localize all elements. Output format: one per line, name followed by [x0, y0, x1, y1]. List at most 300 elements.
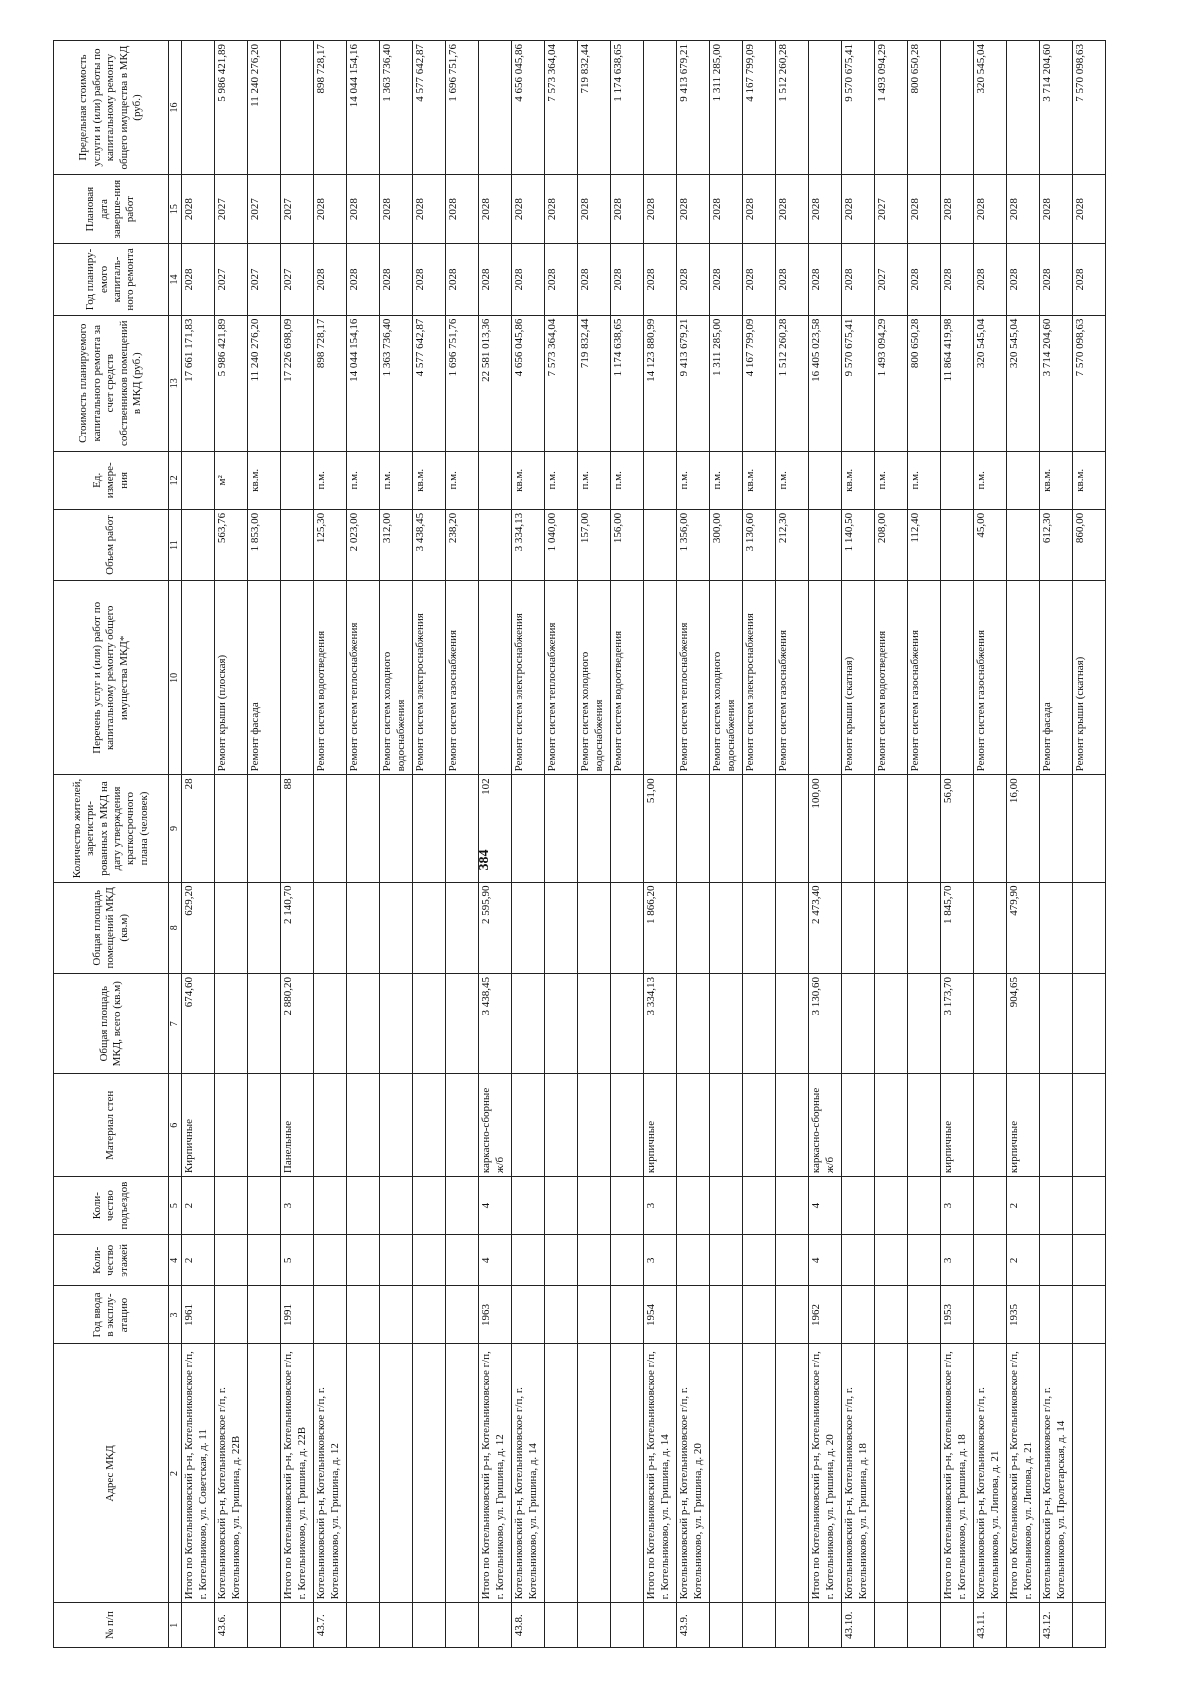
table-cell	[710, 1235, 743, 1286]
table-cell: Итого по Котельниковский р-н, Котельниковское г/п, г. Котельниково, ул. Липова, д. 21	[1007, 1344, 1040, 1603]
table-cell	[875, 974, 908, 1074]
table-cell	[941, 451, 974, 509]
table-cell	[809, 581, 842, 775]
table-cell	[512, 1177, 545, 1235]
table-cell: 125,30	[314, 509, 347, 580]
subtotal-row	[281, 41, 314, 1648]
table-cell: п.м.	[710, 451, 743, 509]
column-number: 6	[169, 1074, 182, 1177]
table-cell: 45,00	[974, 509, 1007, 580]
table-cell	[413, 882, 446, 974]
table-cell: 1 512 260,28	[776, 41, 809, 175]
table-cell: 2028	[974, 244, 1007, 315]
table-cell	[644, 41, 677, 175]
table-row	[1073, 41, 1106, 1648]
table-cell: 4 656 045,86	[512, 41, 545, 175]
table-cell: 898 728,17	[314, 41, 347, 175]
table-cell	[446, 1177, 479, 1235]
table-cell: 904,65	[1007, 974, 1040, 1074]
table-cell	[314, 882, 347, 974]
table-cell: 9 570 675,41	[842, 41, 875, 175]
table-cell	[743, 1235, 776, 1286]
table-cell: 2028	[578, 244, 611, 315]
table-cell: 2028	[974, 175, 1007, 244]
table-cell: 9 570 675,41	[842, 315, 875, 451]
table-cell: 9 413 679,21	[677, 315, 710, 451]
table-cell	[677, 1235, 710, 1286]
table-cell: Котельниковский р-н, Котельниковское г/п, г. Котельниково, ул. Гришина, д. 20	[677, 1344, 710, 1603]
table-cell	[413, 1603, 446, 1648]
table-cell	[446, 1074, 479, 1177]
table-cell	[644, 581, 677, 775]
table-cell	[677, 1177, 710, 1235]
table-cell: Котельниковский р-н, Котельниковское г/п, г. Котельниково, ул. Липова, д. 21	[974, 1344, 1007, 1603]
table-cell	[611, 1344, 644, 1603]
column-number: 1	[169, 1603, 182, 1648]
table-cell	[248, 775, 281, 882]
table-cell: кв.м.	[1073, 451, 1106, 509]
table-cell	[446, 1344, 479, 1603]
table-cell	[611, 1286, 644, 1344]
table-cell: Ремонт систем теплоснабжения	[677, 581, 710, 775]
table-cell	[974, 1074, 1007, 1177]
table-cell: 1954	[644, 1286, 677, 1344]
table-cell: 4 577 642,87	[413, 41, 446, 175]
table-cell: 898 728,17	[314, 315, 347, 451]
table-cell: 4 167 799,09	[743, 41, 776, 175]
table-cell	[974, 974, 1007, 1074]
table-cell: 2027	[875, 175, 908, 244]
header-cell: Количество жителей, зарегистри-рованных в МКД на дату утверждения краткосрочного плана (человек)	[54, 775, 169, 882]
table-cell: 43.8.	[512, 1603, 545, 1648]
table-row	[578, 41, 611, 1648]
table-cell	[578, 1235, 611, 1286]
table-cell	[743, 1344, 776, 1603]
table-cell	[578, 1177, 611, 1235]
table-cell: Котельниковский р-н, Котельниковское г/п, г. Котельниково, ул. Гришина, д. 18	[842, 1344, 875, 1603]
table-cell: 2028	[677, 244, 710, 315]
table-cell	[710, 775, 743, 882]
table-cell	[545, 1074, 578, 1177]
table-cell: 43.11.	[974, 1603, 1007, 1648]
table-cell	[1073, 1177, 1106, 1235]
table-cell: 22 581 013,36	[479, 315, 512, 451]
table-row	[908, 41, 941, 1648]
table-cell	[1040, 974, 1073, 1074]
table-cell: 2028	[743, 175, 776, 244]
rotated-page	[53, 40, 1195, 1648]
table-cell	[842, 974, 875, 1074]
table-cell: 1 040,00	[545, 509, 578, 580]
table-cell	[248, 1344, 281, 1603]
header-cell: Стоимость планируемого капитального ремонта за счет средств собственников помещений в МКД (руб.)	[54, 315, 169, 451]
table-cell	[413, 1177, 446, 1235]
table-cell: Ремонт крыши (плоская)	[215, 581, 248, 775]
table-cell: 100,00	[809, 775, 842, 882]
table-cell	[776, 882, 809, 974]
table-cell	[446, 1603, 479, 1648]
table-cell	[743, 775, 776, 882]
table-cell: кв.м.	[743, 451, 776, 509]
table-cell: Панельные	[281, 1074, 314, 1177]
table-cell: 3 130,60	[743, 509, 776, 580]
table-cell	[380, 974, 413, 1074]
subtotal-row	[1007, 41, 1040, 1648]
table-cell: 2028	[776, 244, 809, 315]
table-cell	[710, 1286, 743, 1344]
table-cell: 14 044 154,16	[347, 315, 380, 451]
table-cell	[545, 1603, 578, 1648]
table-cell	[974, 1177, 1007, 1235]
subtotal-row	[644, 41, 677, 1648]
table-cell	[875, 1235, 908, 1286]
table-cell: 479,90	[1007, 882, 1040, 974]
header-cell: Коли-чество подъездов	[54, 1177, 169, 1235]
table-cell	[446, 1286, 479, 1344]
table-cell: 320 545,04	[1007, 315, 1040, 451]
table-cell: 2028	[446, 244, 479, 315]
table-cell	[1040, 1074, 1073, 1177]
table-cell: 2028	[1040, 175, 1073, 244]
table-cell: 51,00	[644, 775, 677, 882]
table-cell	[479, 1603, 512, 1648]
column-number: 5	[169, 1177, 182, 1235]
table-cell: 2027	[875, 244, 908, 315]
table-cell: п.м.	[446, 451, 479, 509]
header-cell: Предельная стоимость услуги и (или) работы по капитальному ремонту общего имущества в МКД (руб.)	[54, 41, 169, 175]
table-cell	[1073, 1344, 1106, 1603]
table-cell: 1 696 751,76	[446, 315, 479, 451]
table-cell: Итого по Котельниковский р-н, Котельниковское г/п, г. Котельниково, ул. Советская, д. 11	[182, 1344, 215, 1603]
table-cell	[1073, 1286, 1106, 1344]
table-cell	[413, 1286, 446, 1344]
column-number: 10	[169, 581, 182, 775]
table-cell	[1007, 1603, 1040, 1648]
table-cell	[908, 1603, 941, 1648]
table-cell: 1 696 751,76	[446, 41, 479, 175]
table-cell	[1040, 1177, 1073, 1235]
table-cell	[1007, 581, 1040, 775]
table-cell: 3 714 204,60	[1040, 315, 1073, 451]
table-cell: 2028	[611, 244, 644, 315]
table-cell	[1007, 509, 1040, 580]
table-cell: п.м.	[545, 451, 578, 509]
table-cell	[578, 1074, 611, 1177]
table-cell	[479, 451, 512, 509]
table-cell: 1 356,00	[677, 509, 710, 580]
table-cell	[215, 974, 248, 1074]
table-cell: кв.м.	[248, 451, 281, 509]
table-cell: Ремонт систем холодного водоснабжения	[578, 581, 611, 775]
table-cell: кв.м.	[413, 451, 446, 509]
table-cell	[512, 1286, 545, 1344]
table-cell	[644, 1603, 677, 1648]
table-cell: Ремонт систем электроснабжения	[413, 581, 446, 775]
table-cell	[743, 974, 776, 1074]
table-cell	[182, 1603, 215, 1648]
table-cell: 1953	[941, 1286, 974, 1344]
table-cell: 2028	[512, 244, 545, 315]
table-cell: 2027	[281, 175, 314, 244]
table-cell: 3	[941, 1235, 974, 1286]
table-cell: 28	[182, 775, 215, 882]
column-number: 9	[169, 775, 182, 882]
table-cell: 2027	[281, 244, 314, 315]
table-cell	[842, 1074, 875, 1177]
table-cell	[875, 882, 908, 974]
table-cell	[776, 1344, 809, 1603]
table-cell	[512, 775, 545, 882]
table-cell: 2028	[677, 175, 710, 244]
table-cell	[875, 1286, 908, 1344]
table-cell	[974, 1286, 1007, 1344]
table-cell: кирпичные	[644, 1074, 677, 1177]
table-cell: 7 570 098,63	[1073, 315, 1106, 451]
table-cell: 112,40	[908, 509, 941, 580]
table-cell: 2028	[1007, 175, 1040, 244]
table-cell: п.м.	[908, 451, 941, 509]
table-cell: 3	[941, 1177, 974, 1235]
table-cell: 88	[281, 775, 314, 882]
table-cell: 2028	[578, 175, 611, 244]
table-cell	[248, 1286, 281, 1344]
table-cell	[611, 1235, 644, 1286]
table-cell: Ремонт фасада	[248, 581, 281, 775]
table-cell	[347, 882, 380, 974]
table-cell	[875, 1344, 908, 1603]
table-cell	[1073, 974, 1106, 1074]
table-cell: кв.м.	[512, 451, 545, 509]
table-cell	[545, 1286, 578, 1344]
table-cell: п.м.	[380, 451, 413, 509]
table-cell: 2028	[842, 175, 875, 244]
table-cell: Итого по Котельниковский р-н, Котельниковское г/п, г. Котельниково, ул. Гришина, д. 12	[479, 1344, 512, 1603]
table-cell: 3	[644, 1177, 677, 1235]
table-row	[875, 41, 908, 1648]
table-cell: кв.м.	[842, 451, 875, 509]
table-cell: п.м.	[347, 451, 380, 509]
table-cell	[1040, 1286, 1073, 1344]
table-cell	[215, 775, 248, 882]
table-cell	[710, 1603, 743, 1648]
table-body	[182, 41, 1106, 1648]
table-cell: 238,20	[446, 509, 479, 580]
table-cell: Итого по Котельниковский р-н, Котельниковское г/п, г. Котельниково, ул. Гришина, д. 14	[644, 1344, 677, 1603]
table-cell: кирпичные	[1007, 1074, 1040, 1177]
table-cell: 1963	[479, 1286, 512, 1344]
table-row	[710, 41, 743, 1648]
column-number: 8	[169, 882, 182, 974]
table-cell	[908, 775, 941, 882]
table-cell	[215, 1235, 248, 1286]
table-cell	[479, 581, 512, 775]
table-cell: 7 570 098,63	[1073, 41, 1106, 175]
table-cell: 3 334,13	[644, 974, 677, 1074]
table-cell: 2027	[215, 244, 248, 315]
table-cell: Ремонт систем электроснабжения	[743, 581, 776, 775]
table-cell	[512, 882, 545, 974]
table-cell: 4	[479, 1177, 512, 1235]
table-cell: 43.7.	[314, 1603, 347, 1648]
table-cell: 2028	[710, 175, 743, 244]
table-cell	[776, 974, 809, 1074]
table-cell	[347, 1235, 380, 1286]
table-cell	[941, 581, 974, 775]
table-cell: п.м.	[611, 451, 644, 509]
column-number: 16	[169, 41, 182, 175]
table-cell: Ремонт систем водоотведения	[611, 581, 644, 775]
table-cell: 4 656 045,86	[512, 315, 545, 451]
table-cell: Ремонт систем водоотведения	[314, 581, 347, 775]
header-row	[54, 41, 169, 1648]
table-cell: кв.м.	[1040, 451, 1073, 509]
table-cell: 43.10.	[842, 1603, 875, 1648]
table-cell	[182, 41, 215, 175]
table-cell	[1073, 1603, 1106, 1648]
table-cell: Ремонт систем водоотведения	[875, 581, 908, 775]
table-cell: 2028	[479, 175, 512, 244]
table-cell: 2028	[347, 175, 380, 244]
table-cell: 563,76	[215, 509, 248, 580]
table-cell: Ремонт систем холодного водоснабжения	[710, 581, 743, 775]
table-cell: 4 167 799,09	[743, 315, 776, 451]
table-cell	[314, 974, 347, 1074]
header-cell: Материал стен	[54, 1074, 169, 1177]
table-cell: Ремонт крыши (скатная)	[842, 581, 875, 775]
table-cell: 2028	[545, 244, 578, 315]
table-cell: Ремонт систем теплоснабжения	[347, 581, 380, 775]
table-cell	[710, 1074, 743, 1177]
column-number: 11	[169, 509, 182, 580]
table-cell: 2027	[248, 244, 281, 315]
table-cell: 1961	[182, 1286, 215, 1344]
table-cell: 208,00	[875, 509, 908, 580]
table-cell: 2 595,90	[479, 882, 512, 974]
table-cell: 1 853,00	[248, 509, 281, 580]
table-cell: 14 123 880,99	[644, 315, 677, 451]
table-cell	[347, 775, 380, 882]
table-cell: 1 311 285,00	[710, 315, 743, 451]
table-cell	[479, 41, 512, 175]
table-cell	[908, 1235, 941, 1286]
table-cell	[644, 451, 677, 509]
table-cell: 11 240 276,20	[248, 315, 281, 451]
table-cell	[776, 1235, 809, 1286]
table-cell	[380, 1603, 413, 1648]
table-cell: Ремонт фасада	[1040, 581, 1073, 775]
table-cell: 629,20	[182, 882, 215, 974]
table-cell	[875, 1603, 908, 1648]
table-cell: 800 650,28	[908, 315, 941, 451]
table-cell: 102	[479, 775, 512, 882]
table-cell	[677, 775, 710, 882]
table-cell	[281, 581, 314, 775]
table-cell	[974, 1235, 1007, 1286]
table-cell: 719 832,44	[578, 315, 611, 451]
table-cell: 2028	[611, 175, 644, 244]
table-cell: 2028	[644, 244, 677, 315]
table-cell	[974, 775, 1007, 882]
table-cell: 1 845,70	[941, 882, 974, 974]
table-cell: 2028	[512, 175, 545, 244]
table-cell	[611, 882, 644, 974]
table-cell: 312,00	[380, 509, 413, 580]
table-cell	[908, 1344, 941, 1603]
table-cell: п.м.	[314, 451, 347, 509]
table-cell	[182, 509, 215, 580]
table-cell	[611, 1177, 644, 1235]
table-cell	[248, 1177, 281, 1235]
table-cell: 43.6.	[215, 1603, 248, 1648]
table-cell: 3	[644, 1235, 677, 1286]
table-cell: 2028	[1040, 244, 1073, 315]
table-row	[611, 41, 644, 1648]
table-cell: каркасно-сборные ж/б	[809, 1074, 842, 1177]
table-cell: 2028	[842, 244, 875, 315]
table-cell: 2028	[182, 244, 215, 315]
table-cell	[941, 509, 974, 580]
table-cell: 1 140,50	[842, 509, 875, 580]
column-number: 2	[169, 1344, 182, 1603]
table-cell: 2	[182, 1177, 215, 1235]
table-cell: Ремонт систем холодного водоснабжения	[380, 581, 413, 775]
table-row	[446, 41, 479, 1648]
table-cell	[743, 882, 776, 974]
table-cell	[314, 1235, 347, 1286]
table-cell: 2028	[710, 244, 743, 315]
table-cell: Котельниковский р-н, Котельниковское г/п, г. Котельниково, ул. Гришина, д. 14	[512, 1344, 545, 1603]
table-cell	[446, 1235, 479, 1286]
table-cell: 2028	[1073, 244, 1106, 315]
header-cell: № п/п	[54, 1603, 169, 1648]
table-cell	[248, 1235, 281, 1286]
table-cell: 2028	[1073, 175, 1106, 244]
table-cell: 2028	[413, 175, 446, 244]
table-cell: 2028	[380, 175, 413, 244]
table-cell	[710, 974, 743, 1074]
table-cell: 17 226 698,09	[281, 315, 314, 451]
table-cell: 3 714 204,60	[1040, 41, 1073, 175]
table-cell: Ремонт систем электроснабжения	[512, 581, 545, 775]
table-cell	[545, 974, 578, 1074]
table-cell	[248, 1074, 281, 1177]
table-cell: 157,00	[578, 509, 611, 580]
table-cell	[875, 1177, 908, 1235]
table-cell	[875, 1074, 908, 1177]
table-cell	[677, 882, 710, 974]
table-cell	[710, 882, 743, 974]
table-cell	[545, 1235, 578, 1286]
table-cell	[842, 1286, 875, 1344]
table-cell: п.м.	[776, 451, 809, 509]
table-cell	[380, 1286, 413, 1344]
table-cell	[611, 775, 644, 882]
table-row	[380, 41, 413, 1648]
table-cell: Кирпичные	[182, 1074, 215, 1177]
table-cell	[248, 974, 281, 1074]
table-cell: 3 130,60	[809, 974, 842, 1074]
table-cell	[776, 775, 809, 882]
table-row	[743, 41, 776, 1648]
table-cell: 3 173,70	[941, 974, 974, 1074]
table-row	[974, 41, 1007, 1648]
table-row	[347, 41, 380, 1648]
table-cell	[347, 1177, 380, 1235]
column-number: 4	[169, 1235, 182, 1286]
table-cell: 14 044 154,16	[347, 41, 380, 175]
table-cell: 7 573 364,04	[545, 41, 578, 175]
table-cell: 2028	[314, 244, 347, 315]
